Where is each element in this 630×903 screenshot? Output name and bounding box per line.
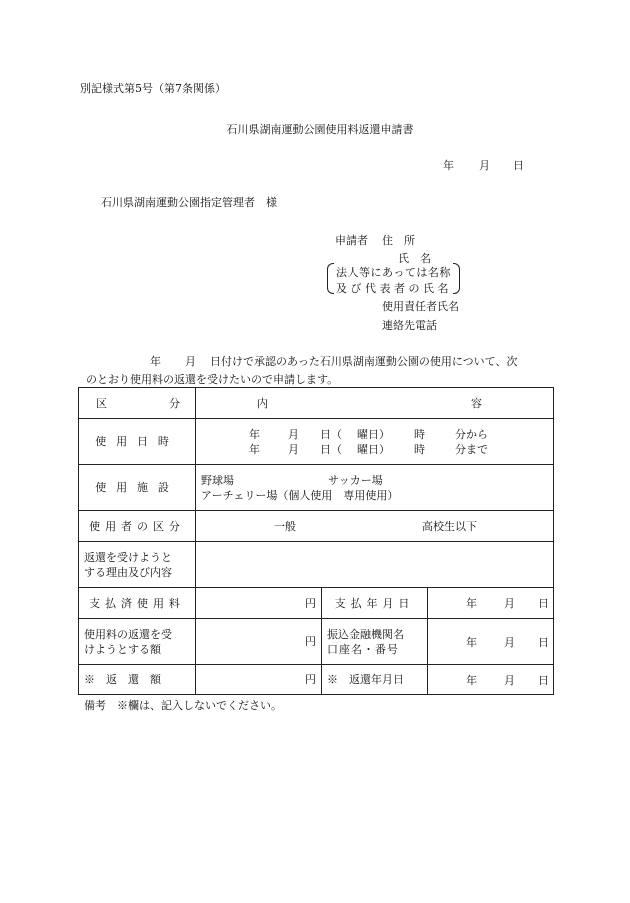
facility-value[interactable] <box>196 465 554 511</box>
refund-month: 月 <box>504 674 515 687</box>
facility-archery[interactable]: アーチェリー場（個人使用 専用使用） <box>201 488 399 502</box>
from-minute: 分から <box>455 427 488 441</box>
person-in-charge: 使用責任者氏名 <box>382 300 459 313</box>
bank-label-1: 振込金融機関名 <box>327 627 404 641</box>
user-category-row <box>79 511 554 542</box>
refund-amount-yen: 円 <box>305 635 316 648</box>
body-line-1: 日付けで承認のあった石川県湖南運動公園の使用について、次 <box>210 355 518 368</box>
usage-datetime-label: 使用日時 <box>79 419 196 465</box>
bank-year: 年 <box>466 636 477 649</box>
header-row <box>79 388 554 419</box>
header-category <box>79 388 196 419</box>
refund-date-value <box>428 665 554 695</box>
date-day: 日 <box>513 159 524 172</box>
reason-value[interactable] <box>196 542 554 588</box>
refund-amount-label-1: 使用料の返還を受 <box>84 627 172 641</box>
corp-line-1: 法人等にあっては名称 <box>336 266 451 279</box>
from-hour: 時 <box>414 427 425 441</box>
payment-month: 月 <box>504 597 515 610</box>
right-bracket <box>453 263 460 294</box>
usage-to <box>201 442 548 457</box>
addressee: 石川県湖南運動公園指定管理者 様 <box>101 196 277 209</box>
to-minute: 分まで <box>455 442 488 456</box>
payment-day: 日 <box>538 597 549 610</box>
refund-year: 年 <box>466 674 477 687</box>
payment-date-label: 支払年月日 <box>322 588 428 619</box>
bank-date-value[interactable] <box>428 619 554 665</box>
from-weekday: 曜日） <box>357 427 390 441</box>
header-category-b: 分 <box>169 396 180 410</box>
user-category-student[interactable]: 高校生以下 <box>422 520 477 533</box>
header-content <box>196 388 554 419</box>
paid-fee-label: 支払済使用料 <box>79 588 196 619</box>
paid-fee-row <box>79 588 554 619</box>
facility-baseball[interactable]: 野球場 <box>201 473 234 487</box>
reason-label-2: する理由及び内容 <box>84 565 172 579</box>
usage-datetime-row <box>79 419 554 465</box>
usage-from <box>201 427 548 442</box>
contact-phone: 連絡先電話 <box>382 319 437 332</box>
refunded-amount-label: ※ 返 還 額 <box>79 665 196 695</box>
note: 備考 ※欄は、記入しないでください。 <box>84 699 282 712</box>
date-line <box>443 157 524 173</box>
reason-row <box>79 542 554 588</box>
date-month: 月 <box>479 159 490 172</box>
applicant-name: 氏 名 <box>398 252 431 265</box>
refund-amount-row <box>79 619 554 665</box>
to-day: 日（ <box>320 442 342 456</box>
from-year: 年 <box>249 427 260 441</box>
payment-date-value[interactable] <box>428 588 554 619</box>
paid-fee-yen: 円 <box>305 596 316 610</box>
to-hour: 時 <box>414 442 425 456</box>
refunded-amount-row <box>79 665 554 695</box>
bank-day: 日 <box>538 636 549 649</box>
to-weekday: 曜日） <box>357 442 390 456</box>
bank-label-2: 口座名・番号 <box>327 642 399 656</box>
paid-fee-value[interactable] <box>196 588 322 619</box>
date-year: 年 <box>443 159 454 172</box>
to-year: 年 <box>249 442 260 456</box>
application-table <box>78 387 554 695</box>
bank-label <box>322 619 428 665</box>
payment-year: 年 <box>466 597 477 610</box>
refund-date-label: ※ 返還年月日 <box>322 665 428 695</box>
from-month: 月 <box>288 427 299 441</box>
corp-line-2: 及び代表者の氏名 <box>336 282 452 295</box>
reason-label-1: 返還を受けようと <box>84 550 172 564</box>
header-category-a: 区 <box>96 396 107 410</box>
body-line-2: のとおり使用料の返還を受けたいので申請します。 <box>86 373 339 386</box>
user-category-general[interactable]: 一般 <box>274 520 296 533</box>
from-day: 日（ <box>320 427 342 441</box>
page-title: 石川県湖南運動公園使用料返還申請書 <box>226 123 414 136</box>
reason-label <box>79 542 196 588</box>
refund-amount-label <box>79 619 196 665</box>
user-category-label: 使用者の区分 <box>79 511 196 542</box>
refund-amount-label-2: けようとする額 <box>84 642 161 656</box>
user-category-value[interactable] <box>196 511 554 542</box>
applicant-address: 住 所 <box>382 234 415 247</box>
refunded-amount-value <box>196 665 322 695</box>
left-bracket <box>327 263 334 294</box>
refunded-amount-yen: 円 <box>305 673 316 686</box>
facility-soccer[interactable]: サッカー場 <box>328 473 383 487</box>
usage-datetime-value[interactable] <box>196 419 554 465</box>
applicant-label: 申請者 <box>335 234 368 247</box>
facility-row <box>79 465 554 511</box>
refund-day: 日 <box>538 674 549 687</box>
body-month: 月 <box>185 355 196 368</box>
header-content-a: 内 <box>257 396 268 410</box>
form-number: 別記様式第5号（第7条関係） <box>80 82 226 95</box>
facility-label: 使用施設 <box>79 465 196 511</box>
to-month: 月 <box>288 442 299 456</box>
bank-month: 月 <box>504 636 515 649</box>
header-content-b: 容 <box>471 396 483 410</box>
refund-amount-value[interactable] <box>196 619 322 665</box>
body-year: 年 <box>150 355 161 368</box>
